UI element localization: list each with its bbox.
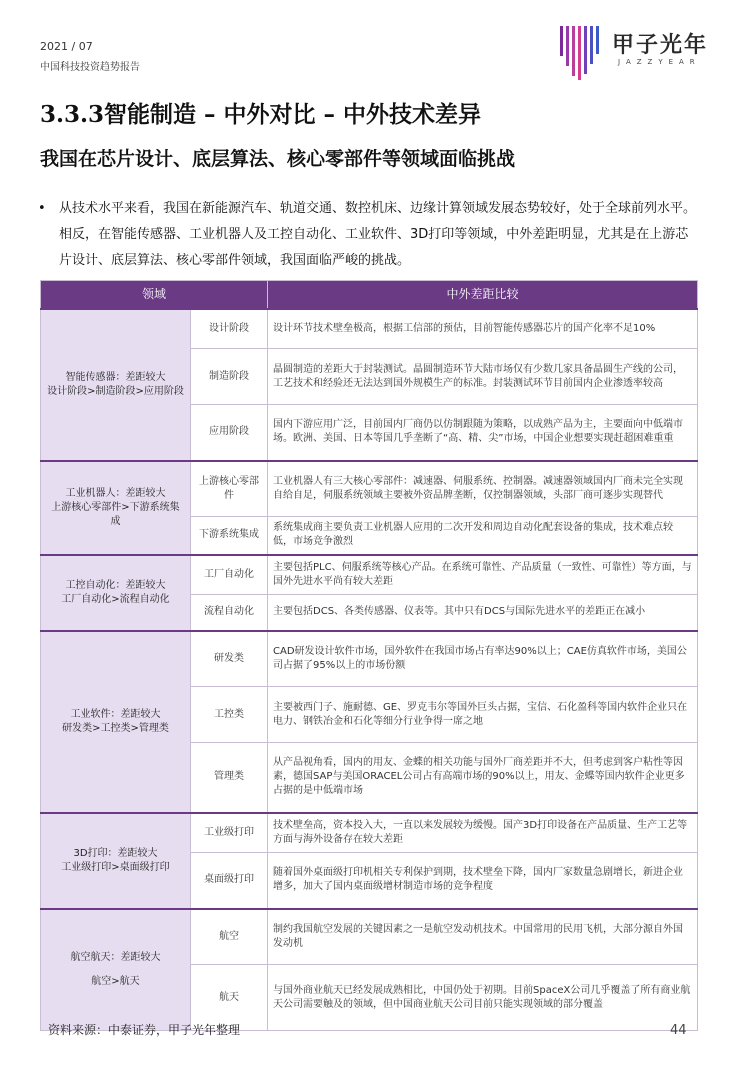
logo-name-cn: 甲子光年: [612, 32, 709, 58]
description-cell: 系统集成商主要负责工业机器人应用的二次开发和周边自动化配套设备的集成，技术难点较低，市场竞争激烈: [268, 517, 698, 555]
category-cell-sensor: [41, 309, 191, 461]
bullet-marker: •: [38, 201, 46, 216]
category-title: 工控自动化：差距较大: [65, 579, 166, 591]
description-cell: 设计环节技术壁垒极高，根据工信部的预估，目前智能传感器芯片的国产化率不足10%: [268, 309, 698, 349]
category-order: 上游核心零部件>下游系统集成: [51, 501, 180, 527]
page-title: 3.3.3智能制造 – 中外对比 – 中外技术差异: [40, 101, 482, 128]
category-cell-3dprint: [41, 813, 191, 909]
bullet-text: 从技术水平来看，我国在新能源汽车、轨道交通、数控机床、边缘计算领域发展态势较好，处于全球前列水平。相反，在智能传感器、工业机器人及工控自动化、工业软件、3D打印等领域，中外差距明显，尤其是在上游芯片设计、底层算法、核心零部件领域，我国面临严峻的挑战。: [59, 201, 697, 268]
category-order: 工厂自动化>流程自动化: [61, 593, 170, 605]
description-cell: 主要包括PLC、伺服系统等核心产品。在系统可靠性、产品质量（一致性、可靠性）等方面，与国外先进水平尚有较大差距: [268, 555, 698, 595]
table-row: [41, 631, 698, 687]
description-cell: 从产品视角看，国内的用友、金蝶的相关功能与国外厂商差距并不大，但考虑到客户粘性等因素，德国SAP与美国ORACEL公司占有高端市场的90%以上，用友、金蝶等国内软件企业更多占据的是中低端市场: [268, 743, 698, 813]
subcategory-cell: 工业级打印: [191, 813, 268, 853]
category-cell-automation: [41, 555, 191, 631]
description-cell: 国内下游应用广泛，目前国内厂商仍以仿制跟随为策略，以成熟产品为主，主要面向中低端市场。欧洲、美国、日本等国几乎垄断了“高、精、尖”市场，中国企业想要实现赶超困难重重: [268, 405, 698, 461]
subcategory-cell: 航天: [191, 965, 268, 1031]
subcategory-cell: 工控类: [191, 687, 268, 743]
subcategory-cell: 工厂自动化: [191, 555, 268, 595]
report-date: 2021 / 07: [40, 40, 93, 53]
category-title: 工业软件：差距较大: [70, 708, 161, 720]
subcategory-cell: 管理类: [191, 743, 268, 813]
description-cell: 主要包括DCS、各类传感器、仪表等。其中只有DCS与国际先进水平的差距正在减小: [268, 595, 698, 631]
description-cell: 技术壁垒高，资本投入大，一直以来发展较为缓慢。国产3D打印设备在产品质量、生产工艺等方面与海外设备存在较大差距: [268, 813, 698, 853]
category-order: 航空>航天: [91, 975, 140, 987]
category-order: 研发类>工控类>管理类: [62, 722, 169, 734]
logo-name-en: JAZZYEAR: [618, 58, 701, 66]
subcategory-cell: 研发类: [191, 631, 268, 687]
table-row: [41, 813, 698, 853]
subcategory-cell: 设计阶段: [191, 309, 268, 349]
header-gap: 中外差距比较: [268, 281, 698, 309]
subcategory-cell: 航空: [191, 909, 268, 965]
description-cell: 随着国外桌面级打印机相关专利保护到期，技术壁垒下降，国内厂家数量急剧增长，新进企业增多，加大了国内桌面级增材制造市场的竞争程度: [268, 853, 698, 909]
table-row: [41, 909, 698, 965]
description-cell: 主要被西门子、施耐德、GE、罗克韦尔等国外巨头占据，宝信、石化盈科等国内软件企业只在电力、钢铁冶金和石化等细分行业争得一席之地: [268, 687, 698, 743]
table-header-row: [41, 281, 698, 309]
subcategory-cell: 应用阶段: [191, 405, 268, 461]
category-order: 设计阶段>制造阶段>应用阶段: [47, 385, 184, 397]
comparison-table: [40, 280, 698, 1031]
category-cell-robot: [41, 461, 191, 555]
category-title: 航空航天：差距较大: [70, 951, 161, 963]
table-row: [41, 309, 698, 349]
source-note: 资料来源：中泰证券，甲子光年整理: [48, 1023, 241, 1037]
description-cell: 晶圆制造的差距大于封装测试。晶圆制造环节大陆市场仅有少数几家具备晶圆生产线的公司，工艺技术和经验还无法达到国外规模生产的标准。封装测试环节目前国内企业渗透率较高: [268, 349, 698, 405]
page-number: 44: [670, 1023, 687, 1038]
category-title: 3D打印：差距较大: [73, 847, 158, 859]
header-domain: 领域: [41, 281, 268, 309]
description-cell: CAD研发设计软件市场，国外软件在我国市场占有率达90%以上；CAE仿真软件市场，美国公司占据了95%以上的市场份额: [268, 631, 698, 687]
report-name: 中国科技投资趋势报告: [40, 62, 140, 73]
page-subtitle: 我国在芯片设计、底层算法、核心零部件等领域面临挑战: [40, 148, 516, 170]
jazzyear-logo: [558, 24, 718, 80]
category-cell-aerospace: [41, 909, 191, 1031]
category-title: 智能传感器：差距较大: [65, 371, 166, 383]
subcategory-cell: 流程自动化: [191, 595, 268, 631]
summary-bullet: [38, 196, 698, 274]
category-order: 工业级打印>桌面级打印: [61, 861, 170, 873]
subcategory-cell: 制造阶段: [191, 349, 268, 405]
subcategory-cell: 上游核心零部件: [191, 461, 268, 517]
subcategory-cell: 桌面级打印: [191, 853, 268, 909]
table-row: [41, 555, 698, 595]
logo-mark-icon: [558, 24, 606, 80]
description-cell: 与国外商业航天已经发展成熟相比，中国仍处于初期。目前SpaceX公司几乎覆盖了所有商业航天公司需要触及的领域，但中国商业航天公司目前只能实现领域的部分覆盖: [268, 965, 698, 1031]
category-cell-software: [41, 631, 191, 813]
category-title: 工业机器人：差距较大: [65, 487, 166, 499]
description-cell: 制约我国航空发展的关键因素之一是航空发动机技术。中国常用的民用飞机，大部分源自外国发动机: [268, 909, 698, 965]
description-cell: 工业机器人有三大核心零部件：减速器、伺服系统、控制器。减速器领域国内厂商未完全实现自给自足，伺服系统领域主要被外资品牌垄断，仅控制器领域，头部厂商可逐步实现替代: [268, 461, 698, 517]
table-row: [41, 461, 698, 517]
subcategory-cell: 下游系统集成: [191, 517, 268, 555]
